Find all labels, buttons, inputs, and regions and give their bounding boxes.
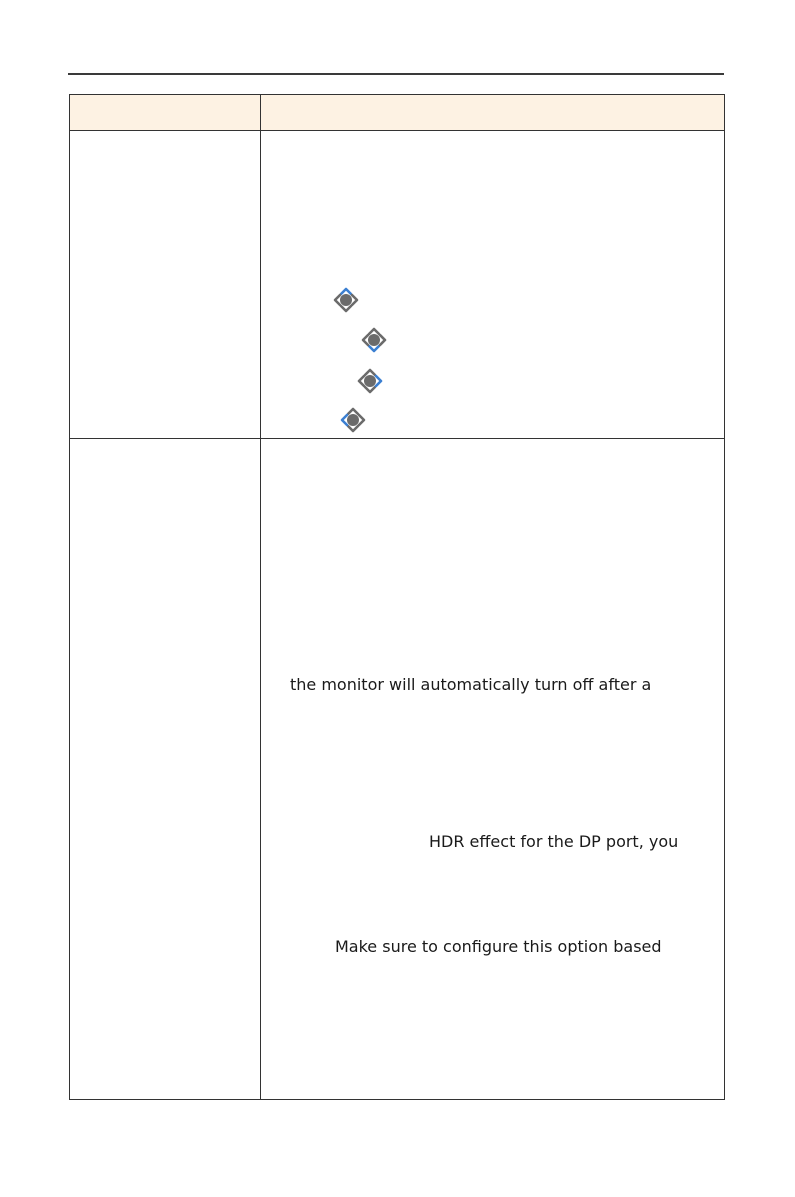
joystick-arrow-left — [359, 376, 364, 386]
row-divider — [70, 438, 724, 439]
joystick-center — [368, 334, 380, 346]
settings-table — [69, 94, 725, 1100]
joystick-center — [364, 375, 376, 387]
joystick-arrow-down — [369, 346, 379, 351]
joystick-arrow-right — [380, 335, 385, 345]
joystick-center — [340, 294, 352, 306]
header-rule — [68, 73, 724, 75]
joystick-arrow-down — [348, 426, 358, 431]
joystick-arrow-up — [365, 370, 375, 375]
text-configure: Make sure to configure this option based — [335, 937, 662, 956]
joystick-arrow-up — [348, 409, 358, 414]
joystick-arrow-down — [341, 306, 351, 311]
text-hdr-dp: HDR effect for the DP port, you — [429, 832, 679, 851]
joystick-arrow-right — [376, 376, 381, 386]
table-header-row — [70, 95, 724, 131]
joystick-arrow-left — [335, 295, 340, 305]
joystick-arrow-left — [363, 335, 368, 345]
joystick-arrow-down — [365, 387, 375, 392]
joystick-up-icon — [331, 285, 361, 315]
joystick-arrow-up — [341, 289, 351, 294]
text-auto-off: the monitor will automatically turn off after a — [290, 675, 652, 694]
joystick-arrow-right — [352, 295, 357, 305]
joystick-right-icon — [355, 366, 385, 396]
column-divider — [260, 95, 261, 1099]
joystick-left-icon — [338, 405, 368, 435]
joystick-center — [347, 414, 359, 426]
joystick-arrow-left — [342, 415, 347, 425]
joystick-arrow-right — [359, 415, 364, 425]
joystick-down-icon — [359, 325, 389, 355]
joystick-arrow-up — [369, 329, 379, 334]
